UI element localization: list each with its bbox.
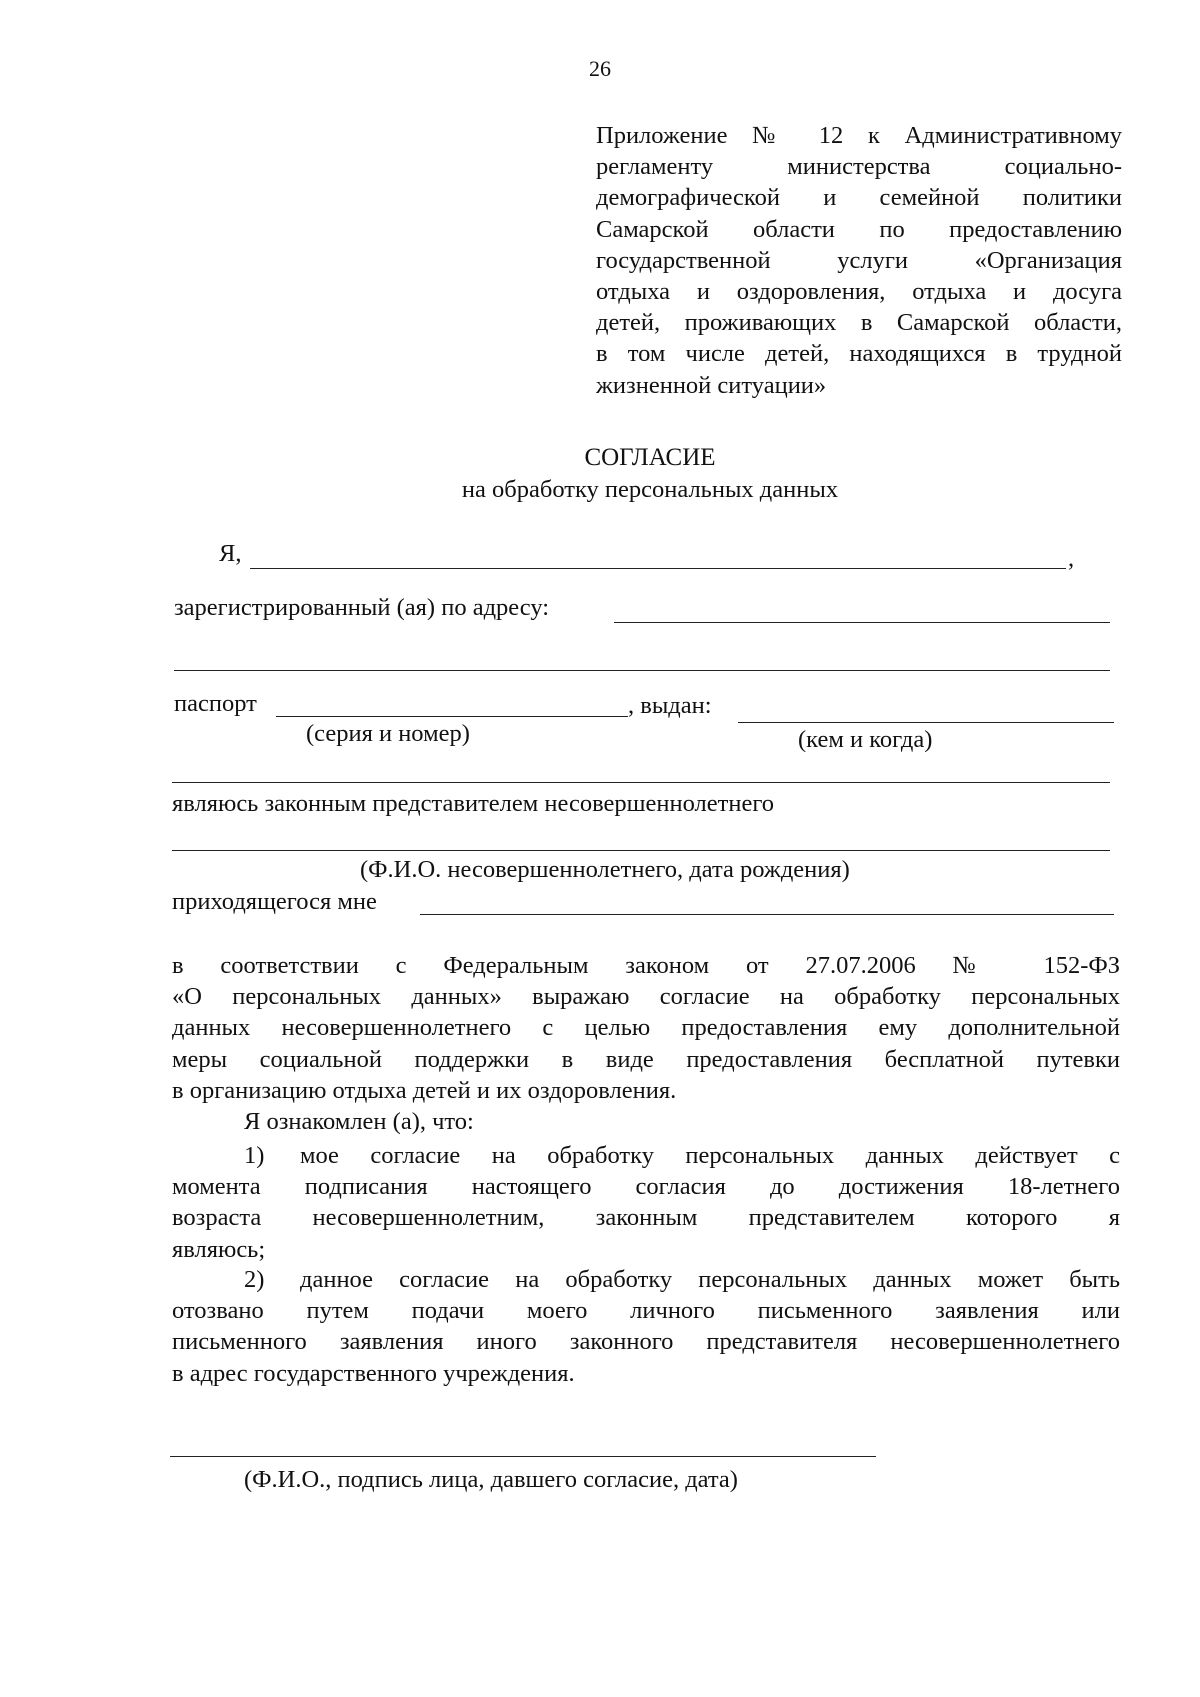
list-item-first-line (172, 1264, 1120, 1295)
paragraph-line: в организацию отдыха детей и их оздоровления. (172, 1076, 677, 1104)
list-item-line: возраста несовершеннолетним, законным представителем которого я (172, 1204, 1120, 1232)
acknowledged-line (172, 1106, 1120, 1137)
appendix-line: отдыха и оздоровления, отдыха и досуга (596, 278, 1122, 306)
document-subtitle: на обработку персональных данных (461, 476, 839, 503)
passport-issued-field-continued[interactable] (172, 782, 1110, 783)
paragraph-line: данных несовершеннолетнего с целью предоставления ему дополнительной (172, 1014, 1120, 1042)
signature-field[interactable] (170, 1456, 876, 1457)
acknowledged-text: Я ознакомлен (а), что: (244, 1108, 474, 1135)
list-item-line: момента подписания настоящего согласия до достижения 18-летнего (172, 1173, 1120, 1201)
consent-paragraph (172, 950, 1120, 1106)
appendix-line: государственной услуги «Организация (596, 246, 1122, 274)
appendix-line: Приложение № 12 к Административному (596, 122, 1122, 149)
i-suffix: , (1068, 545, 1075, 572)
list-item-line: письменного заявления иного законного представителя несовершеннолетнего (172, 1328, 1120, 1356)
appendix-reference (596, 120, 1122, 401)
paragraph-line: меры социальной поддержки в виде предоставления бесплатной путевки (172, 1045, 1120, 1073)
passport-hint: (серия и номер) (306, 720, 470, 747)
registered-label: зарегистрированный (ая) по адресу: (174, 594, 550, 621)
list-item-number: 2) (244, 1266, 265, 1293)
page-number: 26 (589, 56, 611, 81)
list-item-first-line (172, 1140, 1120, 1171)
address-field[interactable] (614, 622, 1110, 623)
paragraph-line: в соответствии с Федеральным законом от 27.07.2006 № 152-ФЗ (172, 952, 1120, 979)
appendix-line: демографической и семейной политики (596, 184, 1122, 212)
appendix-line: Самарской области по предоставлению (596, 215, 1122, 243)
full-name-field[interactable] (250, 568, 1066, 569)
representative-label: являюсь законным представителем несовершеннолетнего (172, 790, 775, 817)
list-item-number: 1) (244, 1142, 265, 1169)
list-item-text: данное согласие на обработку персональных данных может быть (300, 1266, 1120, 1293)
appendix-line: регламенту министерства социально- (596, 153, 1122, 181)
document-title: СОГЛАСИЕ (584, 444, 716, 471)
passport-issued-field[interactable] (738, 722, 1114, 723)
appendix-line: жизненной ситуации» (596, 371, 827, 399)
relation-label: приходящегося мне (172, 888, 377, 915)
minor-hint: (Ф.И.О. несовершеннолетнего, дата рождения) (360, 856, 850, 883)
passport-label: паспорт (174, 690, 257, 717)
issued-label: , выдан: (628, 692, 712, 719)
list-item-line: являюсь; (172, 1235, 266, 1263)
relation-field[interactable] (420, 914, 1114, 915)
paragraph-line: «О персональных данных» выражаю согласие на обработку персональных (172, 983, 1120, 1011)
list-item-2 (172, 1264, 1120, 1389)
list-item-text: мое согласие на обработку персональных данных действует с (300, 1142, 1120, 1169)
minor-name-field[interactable] (172, 850, 1110, 851)
list-item-line: в адрес государственного учреждения. (172, 1359, 575, 1387)
list-item-line: отозвано путем подачи моего личного письменного заявления или (172, 1297, 1120, 1325)
appendix-line: детей, проживающих в Самарской области, (596, 309, 1122, 337)
address-field-continued[interactable] (174, 670, 1110, 671)
passport-number-field[interactable] (276, 716, 628, 717)
i-label: Я, (219, 540, 242, 567)
list-item-1 (172, 1140, 1120, 1265)
appendix-line: в том числе детей, находящихся в трудной (596, 340, 1122, 368)
issued-hint: (кем и когда) (798, 726, 933, 753)
signature-hint: (Ф.И.О., подпись лица, давшего согласие, дата) (244, 1466, 738, 1493)
